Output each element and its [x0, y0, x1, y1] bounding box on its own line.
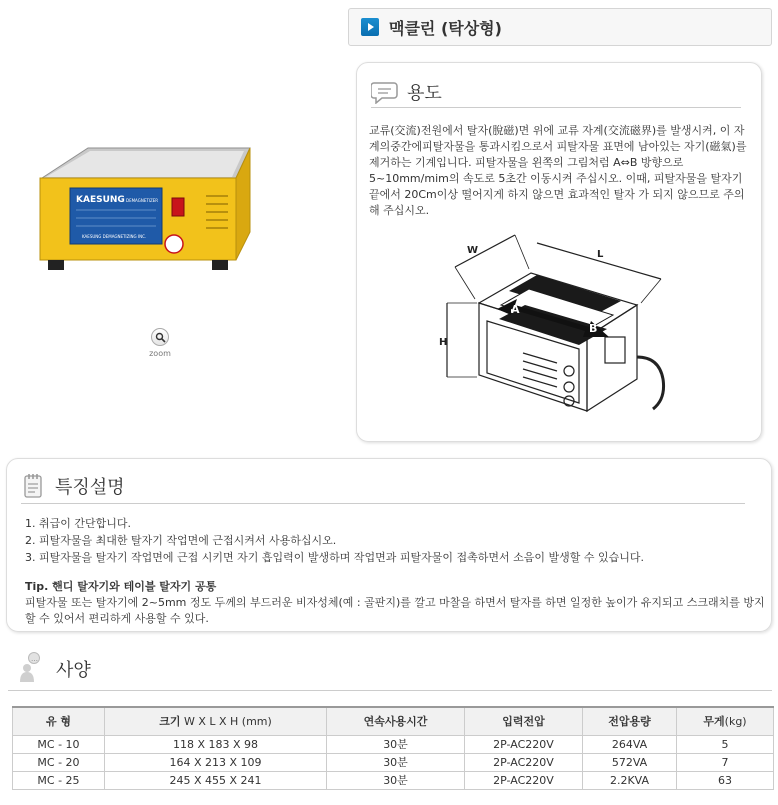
usage-description: 교류(交流)전원에서 탈자(脫磁)면 위에 교류 자계(交流磁界)를 발생시켜, 이 자계의중간에피탈자물을 통과시킴으로서 피탈자물 표면에 남아있는 자기(磁氣)를 제거하는 기계입니다. 피탈자물을 왼쪽의 그림처럼 A⇔B 방향으로 5~10mm/mim의 속도로 5초간 이동시켜 주십시오. 이때, 피탈자물을 탈자기 끝에서 20Cm이상 떨어지게 하지 않으면 효과적인 탈자 가 되지 않으므로 주의해 주십시오.	[369, 124, 747, 217]
speech-bubble-icon	[371, 80, 399, 104]
column-header: 전압용량	[583, 707, 677, 735]
page-title: 맥클린 (탁상형)	[389, 18, 502, 38]
product-label-title: DEMAGNETIZER	[126, 198, 159, 203]
tip-block	[25, 579, 765, 627]
divider	[371, 107, 741, 108]
column-header: 입력전압	[465, 707, 583, 735]
table-cell: 30분	[327, 735, 465, 753]
table-cell: 264VA	[583, 735, 677, 753]
column-header: 유 형	[13, 707, 105, 735]
tip-title: Tip. 핸디 탈자기와 테이블 탈자기 공통	[25, 580, 217, 593]
usage-diagram	[439, 233, 679, 429]
product-image	[36, 140, 251, 275]
table-row	[13, 771, 774, 789]
column-header: 무게(kg)	[677, 707, 774, 735]
diagram-label-l: L	[597, 249, 604, 260]
spec-table	[12, 706, 774, 790]
divider	[8, 690, 772, 691]
table-cell: MC - 20	[13, 753, 105, 771]
features-heading: 특징설명	[55, 477, 125, 498]
features-header	[23, 473, 125, 499]
zoom-label: zoom	[149, 349, 171, 358]
table-cell: 118 X 183 X 98	[105, 735, 327, 753]
table-cell: 7	[677, 753, 774, 771]
table-cell: 245 X 455 X 241	[105, 771, 327, 789]
tip-text: 피탈자물 또는 탈자기에 2~5mm 정도 두께의 부드러운 비자성체(예 : 골판지)를 깔고 마찰을 하면서 탈자를 하면 일정한 높이가 유지되고 스크래치를 방지할 수 있어서 편리하게 사용할 수 있다.	[25, 596, 765, 625]
magnifier-icon	[151, 328, 169, 346]
table-cell: 5	[677, 735, 774, 753]
table-header-row	[13, 707, 774, 735]
usage-heading: 용도	[407, 83, 442, 104]
features-list	[25, 515, 644, 566]
table-row	[13, 753, 774, 771]
notepad-icon	[23, 473, 43, 499]
column-header: 연속사용시간	[327, 707, 465, 735]
table-cell: 572VA	[583, 753, 677, 771]
list-item: 3. 피탈자물을 탈자기 작업면에 근접 시키면 자기 흡입력이 발생하며 작업면과 피탈자물이 접촉하면서 소음이 발생할 수 있습니다.	[25, 551, 644, 564]
diagram-label-a: A	[511, 303, 520, 316]
product-maker: KAESUNG DEMAGNETIZING INC.	[82, 234, 147, 239]
table-cell: 30분	[327, 771, 465, 789]
table-cell: 2.2KVA	[583, 771, 677, 789]
table-row	[13, 735, 774, 753]
table-cell: 164 X 213 X 109	[105, 753, 327, 771]
product-brand: KAESUNG	[76, 195, 125, 205]
svg-text:…: …	[31, 655, 38, 663]
spec-heading: 사양	[56, 660, 91, 681]
product-title-bar	[348, 8, 772, 46]
diagram-label-h: H	[439, 337, 448, 348]
table-cell: MC - 25	[13, 771, 105, 789]
table-cell: MC - 10	[13, 735, 105, 753]
spec-header	[18, 652, 91, 682]
table-cell: 30분	[327, 753, 465, 771]
list-item: 2. 피탈자물을 최대한 탈자기 작업면에 근접시켜서 사용하십시오.	[25, 534, 337, 547]
play-arrow-icon	[361, 18, 379, 36]
features-panel	[6, 458, 772, 632]
table-cell: 2P-AC220V	[465, 735, 583, 753]
diagram-label-w: W	[467, 245, 479, 256]
column-header: 크기 W X L X H (mm)	[105, 707, 327, 735]
diagram-label-b: B	[589, 322, 598, 335]
person-speech-icon	[18, 652, 46, 682]
divider	[21, 503, 745, 504]
table-cell: 2P-AC220V	[465, 771, 583, 789]
list-item: 1. 취급이 간단합니다.	[25, 517, 131, 530]
table-cell: 63	[677, 771, 774, 789]
zoom-button[interactable]	[145, 328, 175, 358]
usage-panel	[356, 62, 762, 442]
usage-header	[371, 79, 442, 105]
table-cell: 2P-AC220V	[465, 753, 583, 771]
